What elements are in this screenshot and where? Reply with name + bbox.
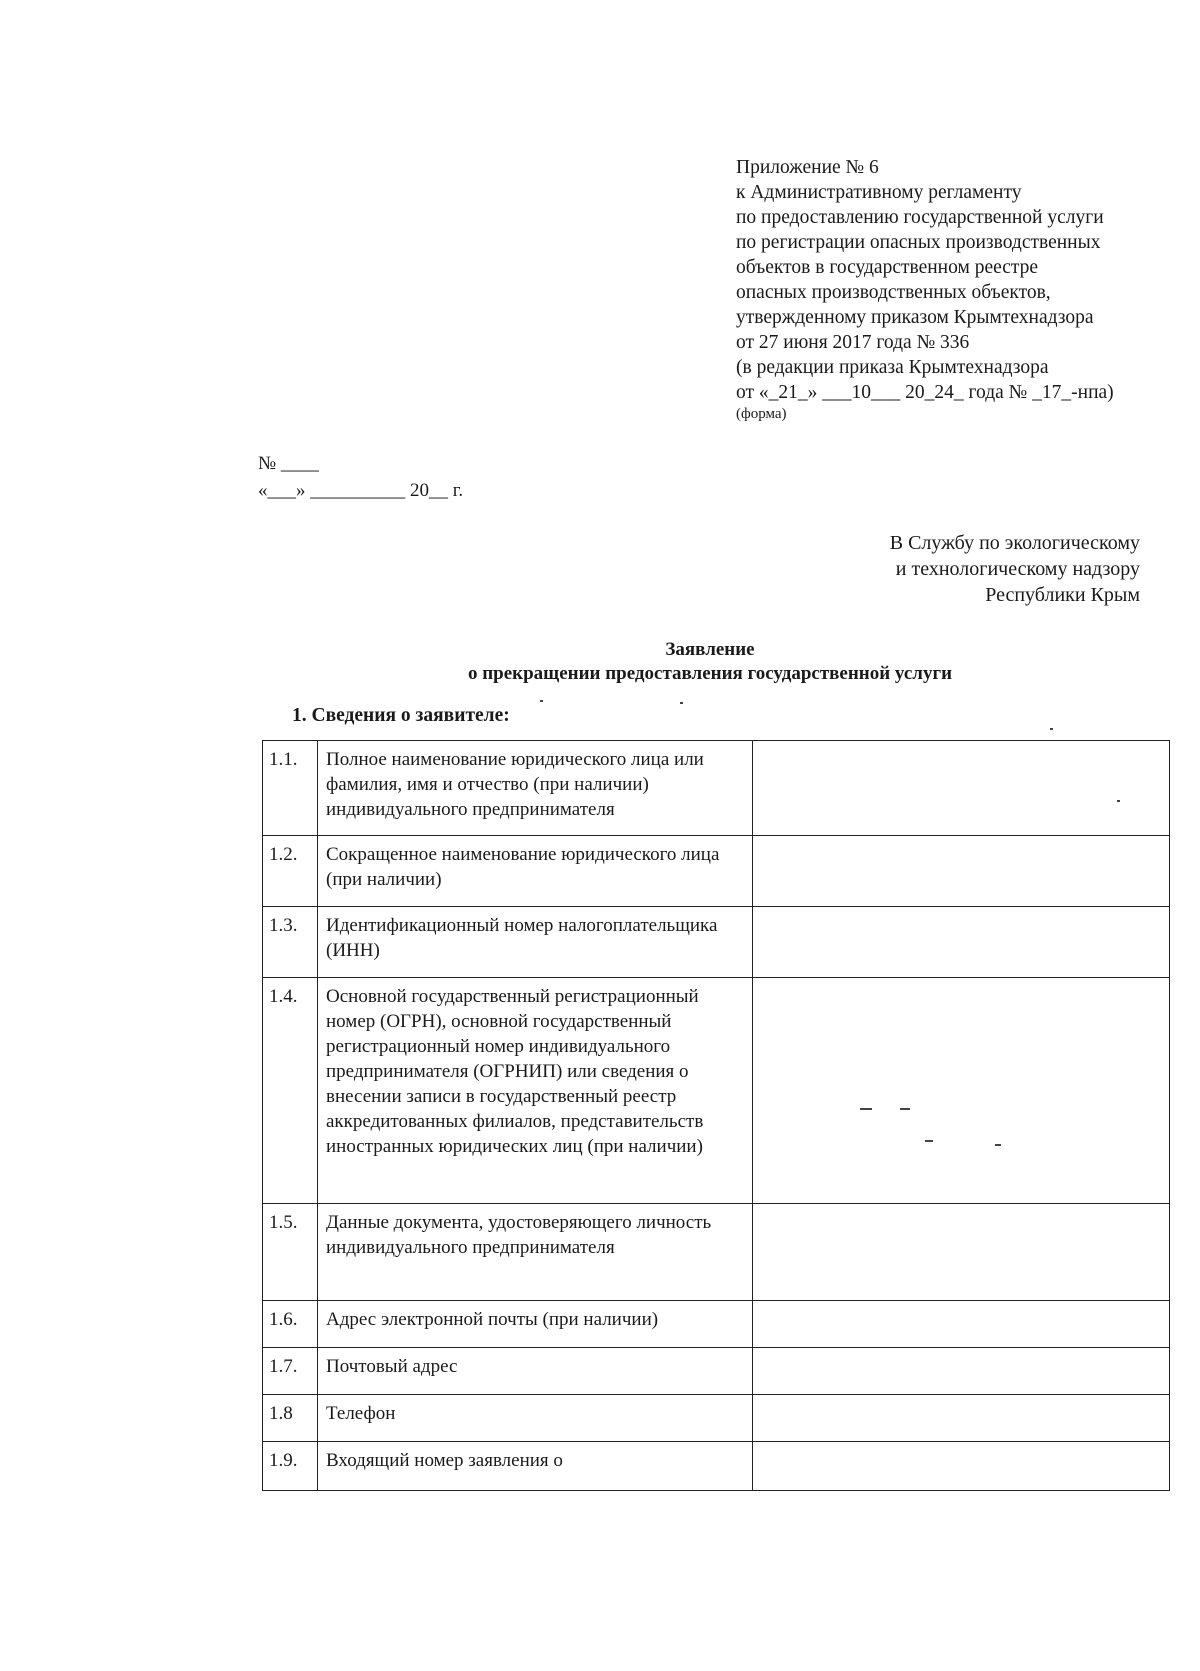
- appendix-line: по предоставлению государственной услуги: [736, 207, 1104, 228]
- row-number: 1.1.: [263, 741, 318, 836]
- row-label: Данные документа, удостоверяющего личность индивидуального предпринимателя: [318, 1204, 753, 1301]
- row-number: 1.8: [263, 1395, 318, 1442]
- row-label: Адрес электронной почты (при наличии): [318, 1301, 753, 1348]
- appendix-line: опасных производственных объектов,: [736, 282, 1051, 303]
- row-number: 1.5.: [263, 1204, 318, 1301]
- table-row: [263, 741, 1170, 836]
- row-value-field[interactable]: [753, 836, 1170, 907]
- table-row: [263, 978, 1170, 1204]
- row-value-field[interactable]: [753, 1395, 1170, 1442]
- row-value-field[interactable]: [753, 907, 1170, 978]
- row-value-field[interactable]: [753, 1348, 1170, 1395]
- addressee-block: [700, 530, 1140, 608]
- row-label: Идентификационный номер налогоплательщика (ИНН): [318, 907, 753, 978]
- row-number: 1.7.: [263, 1348, 318, 1395]
- scan-speck: [900, 1108, 910, 1110]
- row-value-field[interactable]: [753, 978, 1170, 1204]
- title-line-2: о прекращении предоставления государственной услуги: [467, 663, 953, 684]
- table-row: [263, 1442, 1170, 1491]
- addressee-line: В Службу по экологическому: [889, 532, 1140, 554]
- row-label: Телефон: [318, 1395, 753, 1442]
- registration-block: [258, 450, 463, 504]
- row-number: 1.4.: [263, 978, 318, 1204]
- form-note: (форма): [736, 406, 787, 422]
- row-label: Полное наименование юридического лица или фамилия, имя и отчество (при наличии) индивидуального предпринимателя: [318, 741, 753, 836]
- row-number: 1.6.: [263, 1301, 318, 1348]
- row-label: Сокращенное наименование юридического лица (при наличии): [318, 836, 753, 907]
- row-number: 1.2.: [263, 836, 318, 907]
- appendix-line: (в редакции приказа Крымтехнадзора: [736, 357, 1049, 378]
- appendix-line: утвержденному приказом Крымтехнадзора: [736, 307, 1094, 328]
- registration-number: № ____: [258, 453, 319, 474]
- row-label: Основной государственный регистрационный номер (ОГРН), основной государственный регистрационный номер индивидуального предпринимателя (ОГРНИП) или сведения о внесении записи в государственный реестр аккредитованных филиалов, представительств иностранных юридических лиц (при наличии): [318, 978, 753, 1204]
- registration-date: «___» __________ 20__ г.: [258, 480, 464, 501]
- addressee-line: Республики Крым: [985, 584, 1140, 606]
- scan-speck: [995, 1144, 1001, 1146]
- scan-speck: [925, 1140, 933, 1142]
- section-heading: 1. Сведения о заявителе:: [292, 705, 510, 726]
- applicant-info-table: [262, 740, 1170, 1491]
- row-value-field[interactable]: [753, 741, 1170, 836]
- row-value-field[interactable]: [753, 1442, 1170, 1491]
- table-row: [263, 836, 1170, 907]
- scan-speck: [540, 700, 543, 702]
- appendix-line: Приложение № 6: [736, 157, 879, 178]
- table-row: [263, 907, 1170, 978]
- appendix-line: от 27 июня 2017 года № 336: [736, 332, 970, 353]
- title-line-1: Заявление: [665, 639, 755, 660]
- row-label: Почтовый адрес: [318, 1348, 753, 1395]
- appendix-line: от «_21_» ___10___ 20_24_ года № _17_-нпа): [736, 382, 1114, 403]
- row-label: Входящий номер заявления о: [318, 1442, 753, 1491]
- appendix-line: объектов в государственном реестре: [736, 257, 1039, 278]
- scan-speck: [860, 1108, 872, 1110]
- addressee-line: и технологическому надзору: [895, 558, 1140, 580]
- row-value-field[interactable]: [753, 1204, 1170, 1301]
- scan-speck: [1050, 728, 1053, 730]
- scan-speck: [680, 702, 683, 704]
- table-row: [263, 1395, 1170, 1442]
- appendix-line: по регистрации опасных производственных: [736, 232, 1101, 253]
- document-title: [260, 638, 1160, 686]
- table-row: [263, 1348, 1170, 1395]
- scan-speck: [1117, 800, 1120, 802]
- appendix-line: к Административному регламенту: [736, 182, 1022, 203]
- row-number: 1.3.: [263, 907, 318, 978]
- appendix-header: [736, 155, 1156, 423]
- row-value-field[interactable]: [753, 1301, 1170, 1348]
- row-number: 1.9.: [263, 1442, 318, 1491]
- table-row: [263, 1204, 1170, 1301]
- table-row: [263, 1301, 1170, 1348]
